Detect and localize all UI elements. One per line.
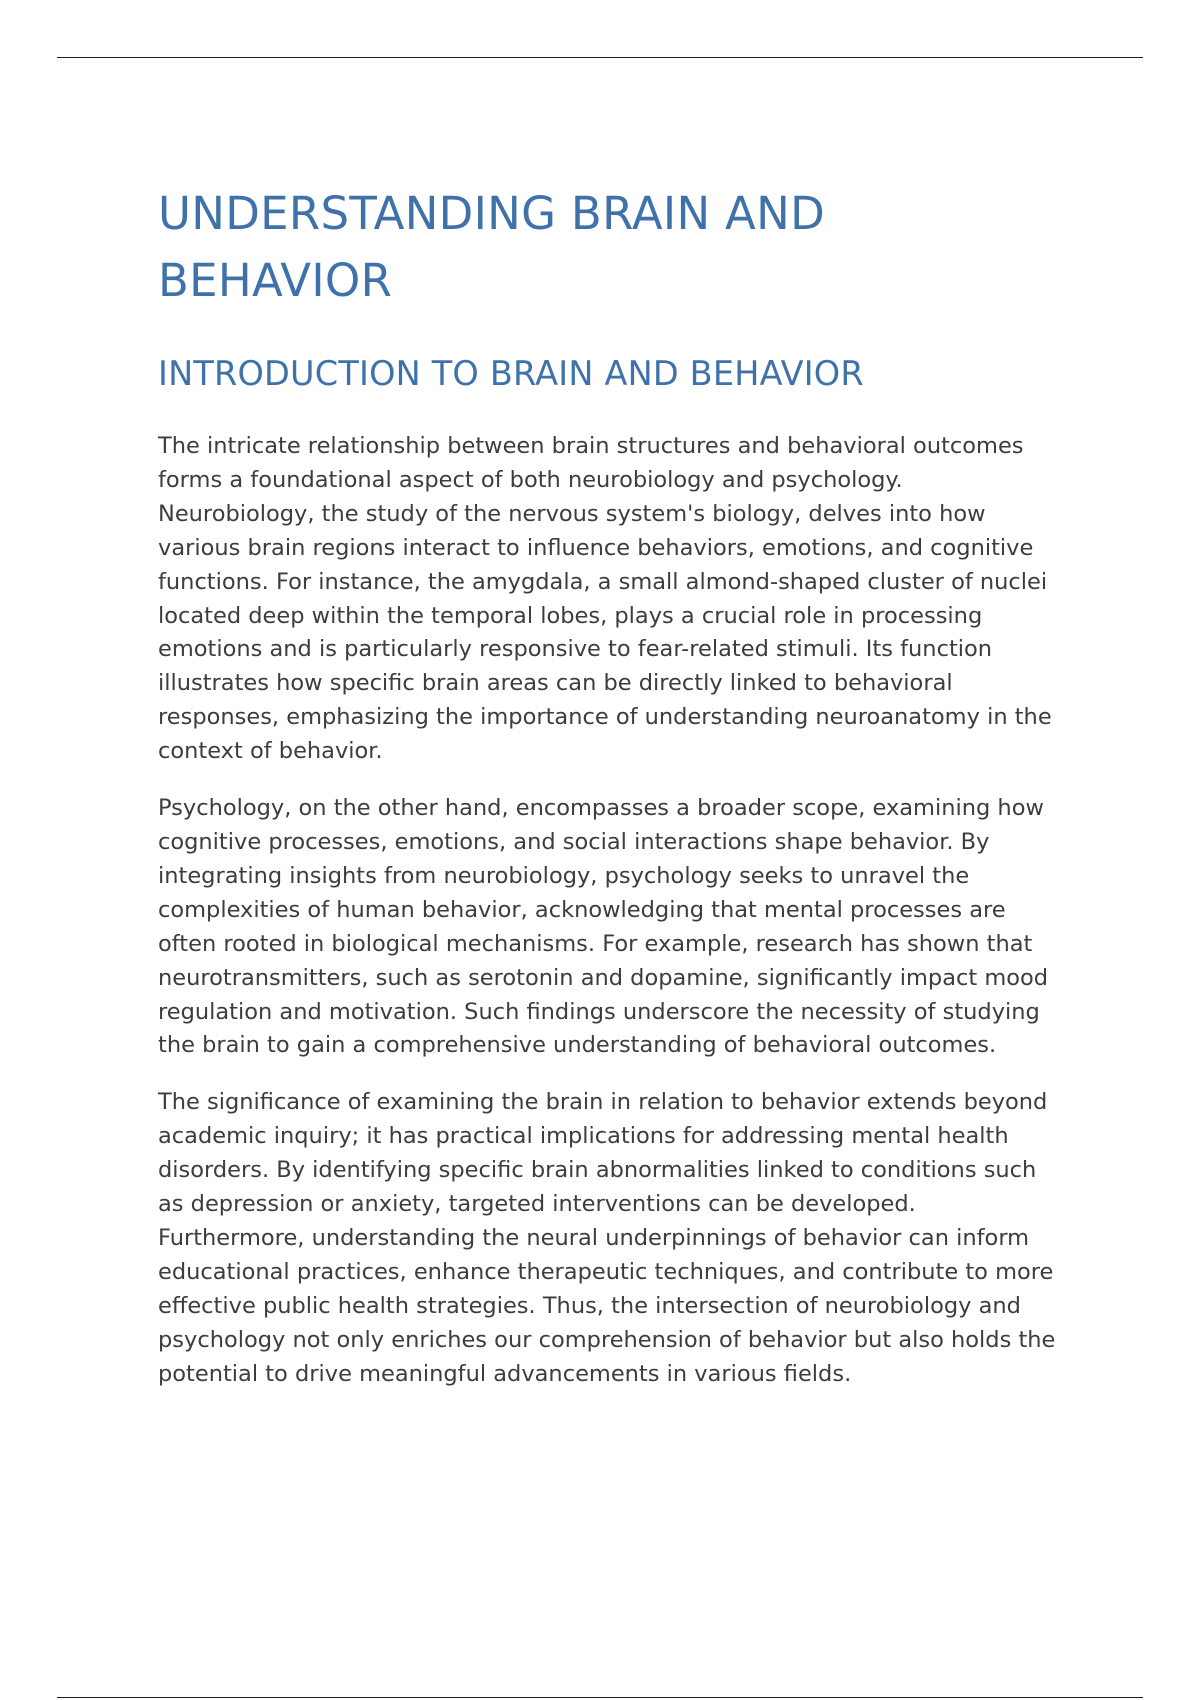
document-title: UNDERSTANDING BRAIN AND BEHAVIOR (158, 187, 826, 307)
page-bottom-rule (57, 1697, 1143, 1698)
page-top-rule (57, 57, 1143, 58)
paragraph-3: The significance of examining the brain in relation to behavior extends beyond academic inquiry; it has practical implications for addressing mental health disorders. By identifying specific brain abnormalities linked to conditions such as depression or anxiety, targeted interventions can be developed. Furthermore, understanding the neural underpinnings of behavior can inform educational practices, enhance therapeutic techniques, and contribute to more effective public health strategies. Thus, the intersection of neurobiology and psychology not only enriches our comprehension of behavior but also holds the potential to drive meaningful advancements in various fields. (158, 1089, 1056, 1387)
document-body (158, 180, 1058, 1391)
paragraph-1: The intricate relationship between brain structures and behavioral outcomes forms a foundational aspect of both neurobiology and psychology. Neurobiology, the study of the nervous system's biology, delves into how various brain regions interact to influence behaviors, emotions, and cognitive functions. For instance, the amygdala, a small almond-shaped cluster of nuclei located deep within the temporal lobes, plays a crucial role in processing emotions and is particularly responsive to fear-related stimuli. Its function illustrates how specific brain areas can be directly linked to behavioral responses, emphasizing the importance of understanding neuroanatomy in the context of behavior. (158, 433, 1052, 765)
section-heading: INTRODUCTION TO BRAIN AND BEHAVIOR (158, 354, 864, 393)
paragraph-2: Psychology, on the other hand, encompasses a broader scope, examining how cognitive processes, emotions, and social interactions shape behavior. By integrating insights from neurobiology, psychology seeks to unravel the complexities of human behavior, acknowledging that mental processes are often rooted in biological mechanisms. For example, research has shown that neurotransmitters, such as serotonin and dopamine, significantly impact mood regulation and motivation. Such findings underscore the necessity of studying the brain to gain a comprehensive understanding of behavioral outcomes. (158, 795, 1049, 1059)
